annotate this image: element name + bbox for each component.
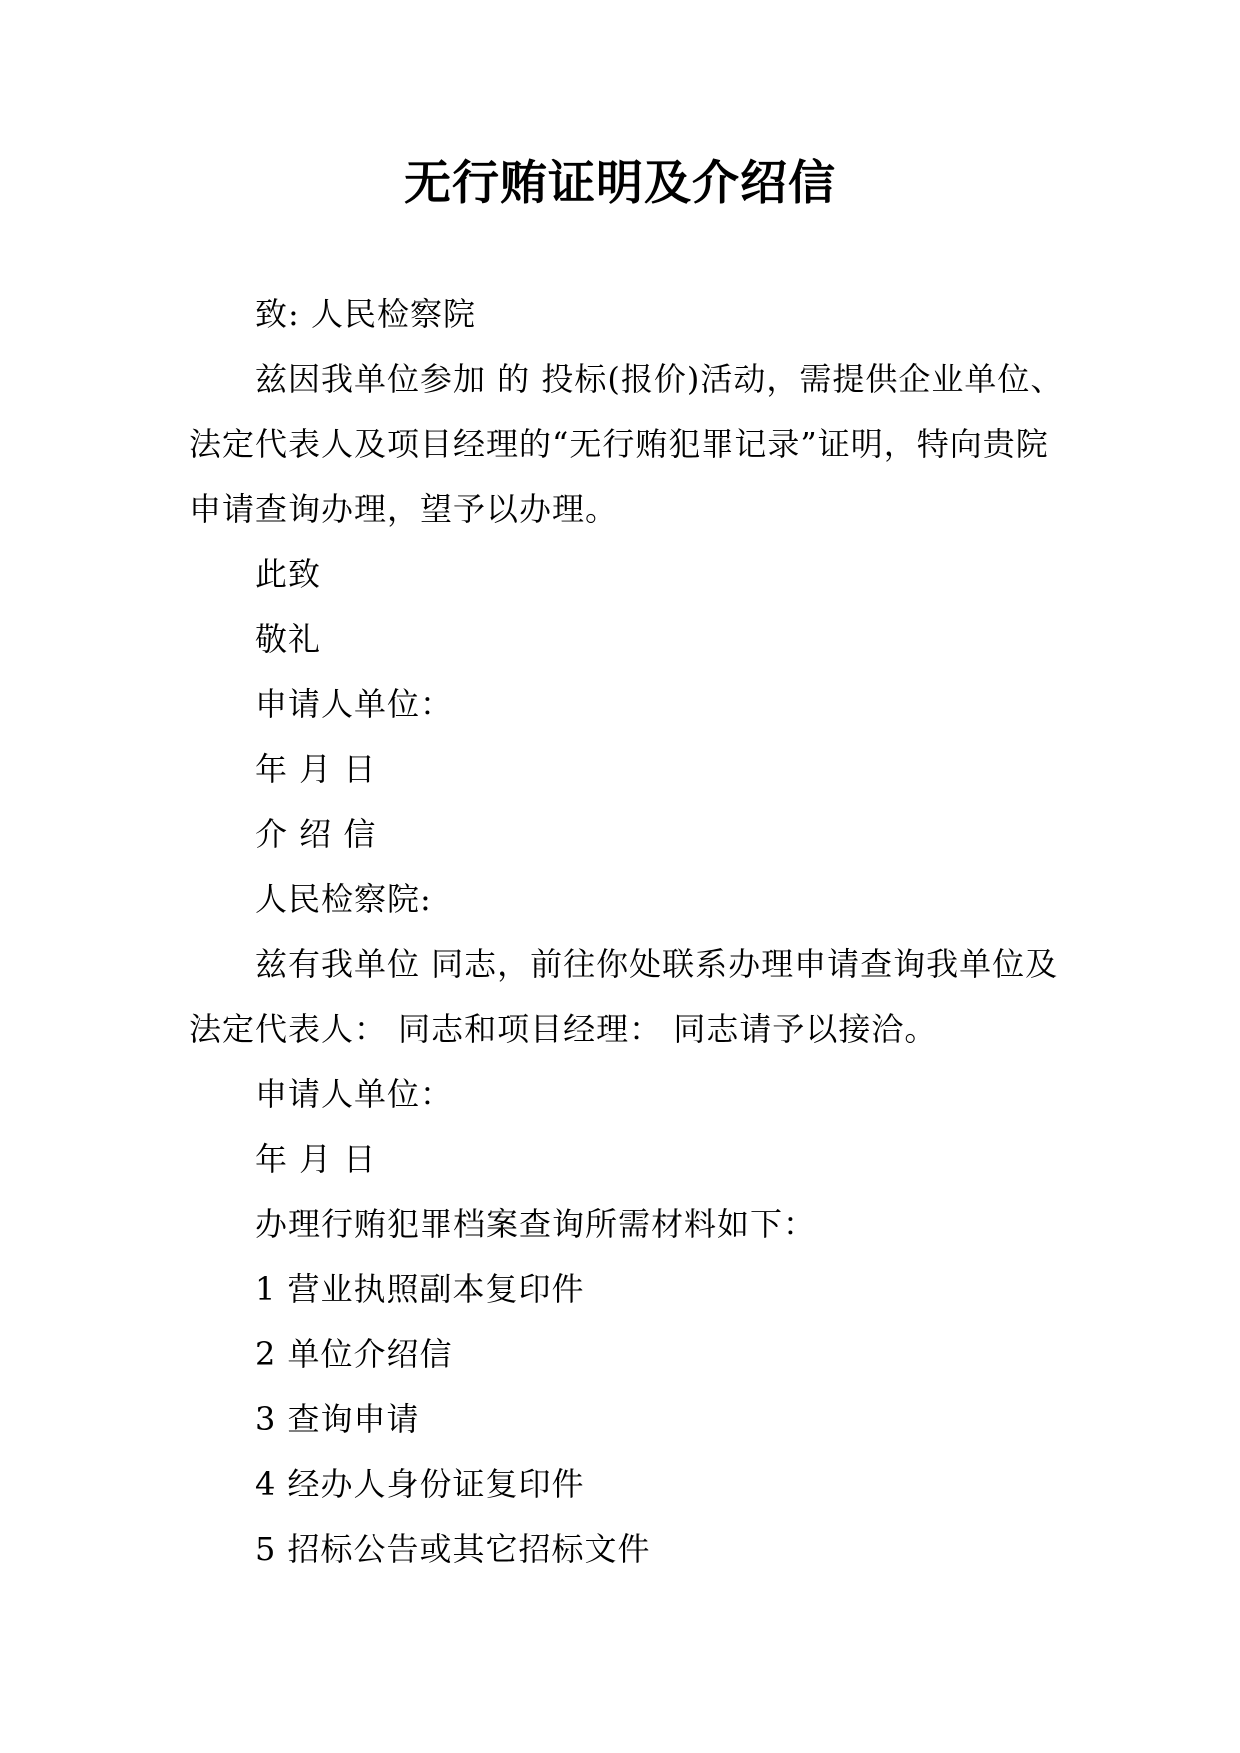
document-body (189, 282, 1069, 1582)
date-line: 年 月 日 (255, 750, 377, 788)
materials-heading: 办理行贿犯罪档案查询所需材料如下： (255, 1205, 817, 1243)
materials-item: 2 单位介绍信 (255, 1335, 453, 1373)
materials-item: 4 经办人身份证复印件 (255, 1465, 585, 1503)
applicant-label-2: 申请人单位： (255, 1075, 454, 1113)
request-paragraph: 兹因我单位参加 的 投标(报价)活动，需提供企业单位、法定代表人及项目经理的“无行贿犯罪记录”证明，特向贵院申请查询办理，望予以办理。 (189, 360, 1064, 528)
closing-line-2: 敬礼 (255, 620, 322, 658)
intro-addressee: 人民检察院: (255, 880, 432, 918)
materials-item: 3 查询申请 (255, 1400, 420, 1438)
document-title: 无行贿证明及介绍信 (404, 156, 836, 211)
materials-item: 5 招标公告或其它招标文件 (255, 1530, 651, 1568)
closing-line-1: 此致 (255, 555, 322, 593)
intro-letter-heading: 介 绍 信 (255, 815, 377, 853)
applicant-label: 申请人单位： (255, 685, 454, 723)
addressee-line: 致: 人民检察院 (255, 295, 476, 333)
intro-paragraph: 兹有我单位 同志，前往你处联系办理申请查询我单位及法定代表人： 同志和项目经理： 同志请予以接洽。 (189, 945, 1059, 1048)
date-line-2: 年 月 日 (255, 1140, 377, 1178)
materials-item: 1 营业执照副本复印件 (255, 1270, 585, 1308)
